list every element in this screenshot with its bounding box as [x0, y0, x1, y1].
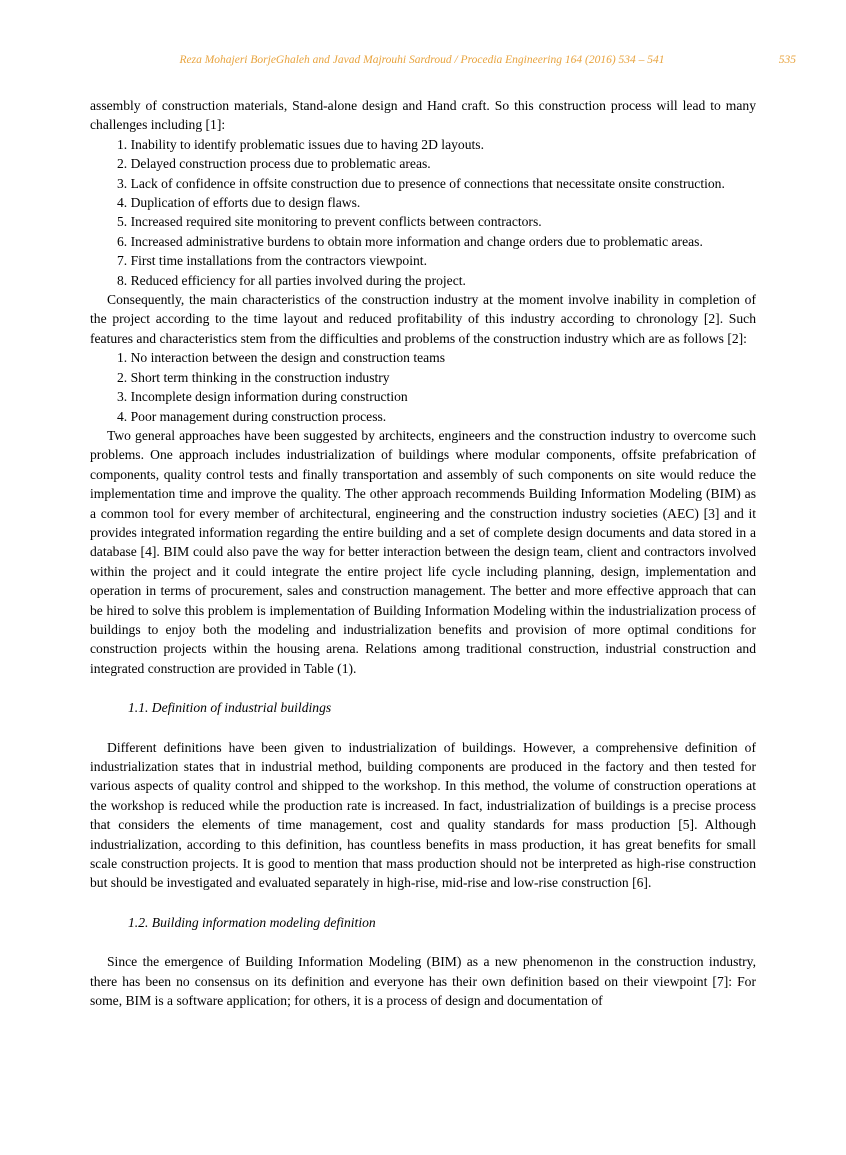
page-body: [90, 96, 756, 1010]
list-item: 2. Short term thinking in the construction industry: [117, 369, 390, 385]
list-item: 4. Duplication of efforts due to design flaws.: [117, 195, 361, 211]
section-heading-1-2: 1.2. Building information modeling definition: [128, 914, 376, 930]
list-item: 7. First time installations from the contractors viewpoint.: [117, 253, 427, 269]
page-number: 535: [778, 54, 796, 66]
running-head: [90, 54, 796, 66]
paragraph-bim-definition: Since the emergence of Building Information Modeling (BIM) as a new phenomenon in the construction industry, there has been no consensus on its definition and everyone has their own definition based on their viewpoint [7]: For some, BIM is a software application; for others, it is a process of design and documentation of: [90, 954, 756, 1009]
list-item: 1. Inability to identify problematic issues due to having 2D layouts.: [117, 136, 484, 152]
list-item: 1. No interaction between the design and construction teams: [117, 350, 446, 366]
paragraph-approaches: Two general approaches have been suggested by architects, engineers and the construction industry to overcome such problems. One approach includes industrialization of buildings where modular components, offsite prefabrication of components, quality control tests and finally transportation and assembly of such components on site would reduce the implementation time and improve the quality. The other approach recommends Building Information Modeling (BIM) as a common tool for every member of architectural, engineering and the construction industry societies (AEC) [3] and it provides integrated information regarding the entire building and a set of complete design documents and data stored in a database [4]. BIM could also pave the way for better interaction between the design team, client and contractors involved within the project and it could integrate the entire project life cycle including planning, design, implementation and operation in terms of procurement, sales and construction management. The better and more effective approach that can be hired to solve this problem is implementation of Building Information Modeling within the industrialization process of buildings to enjoy both the modeling and industrialization benefits and provision of more optimal conditions for construction projects within the housing arena. Relations among traditional construction, industrial construction and integrated construction are provided in Table (1).: [90, 427, 756, 676]
section-heading-1-1: 1.1. Definition of industrial buildings: [128, 700, 332, 716]
list-item: 3. Incomplete design information during construction: [117, 389, 408, 405]
paragraph-intro: assembly of construction materials, Stand-alone design and Hand craft. So this construction process will lead to many challenges including [1]:: [90, 98, 756, 133]
challenges-list: [90, 135, 756, 290]
list-item: 8. Reduced efficiency for all parties involved during the project.: [117, 272, 466, 288]
list-item: 4. Poor management during construction process.: [117, 408, 387, 424]
list-item: 6. Increased administrative burdens to obtain more information and change orders due to problematic areas.: [117, 233, 703, 249]
list-item: 3. Lack of confidence in offsite construction due to presence of connections that necessitate onsite construction.: [117, 175, 725, 191]
paragraph-industrial-definition: Different definitions have been given to industrialization of buildings. However, a comprehensive definition of industrialization states that in industrial method, building components are produced in the factory and then tested for various aspects of quality control and shipped to the workshop. In this method, the volume of construction operations at the workshop is reduced while the production rate is increased. In fact, industrialization of buildings is a precise process that considers the elements of time management, cost and quality standards for mass production [5]. Although industrialization, according to this definition, has countless benefits in mass production, it has great benefits for small scale construction projects. It is good to mention that mass production should not be interpreted as high-rise construction but should be investigated and evaluated separately in high-rise, mid-rise and low-rise construction [6].: [90, 739, 756, 891]
list-item: 5. Increased required site monitoring to prevent conflicts between contractors.: [117, 214, 542, 230]
paragraph-consequences: Consequently, the main characteristics of the construction industry at the moment involve inability in completion of the project according to the time layout and reduced profitability of this industry according to chronology [2]. Such features and characteristics stem from the difficulties and problems of the construction industry which are as follows [2]:: [90, 292, 756, 346]
difficulties-list: [90, 348, 756, 426]
list-item: 2. Delayed construction process due to problematic areas.: [117, 156, 431, 172]
running-head-citation: Reza Mohajeri BorjeGhaleh and Javad Majrouhi Sardroud / Procedia Engineering 164 (2016) 534 – 541: [179, 54, 665, 66]
